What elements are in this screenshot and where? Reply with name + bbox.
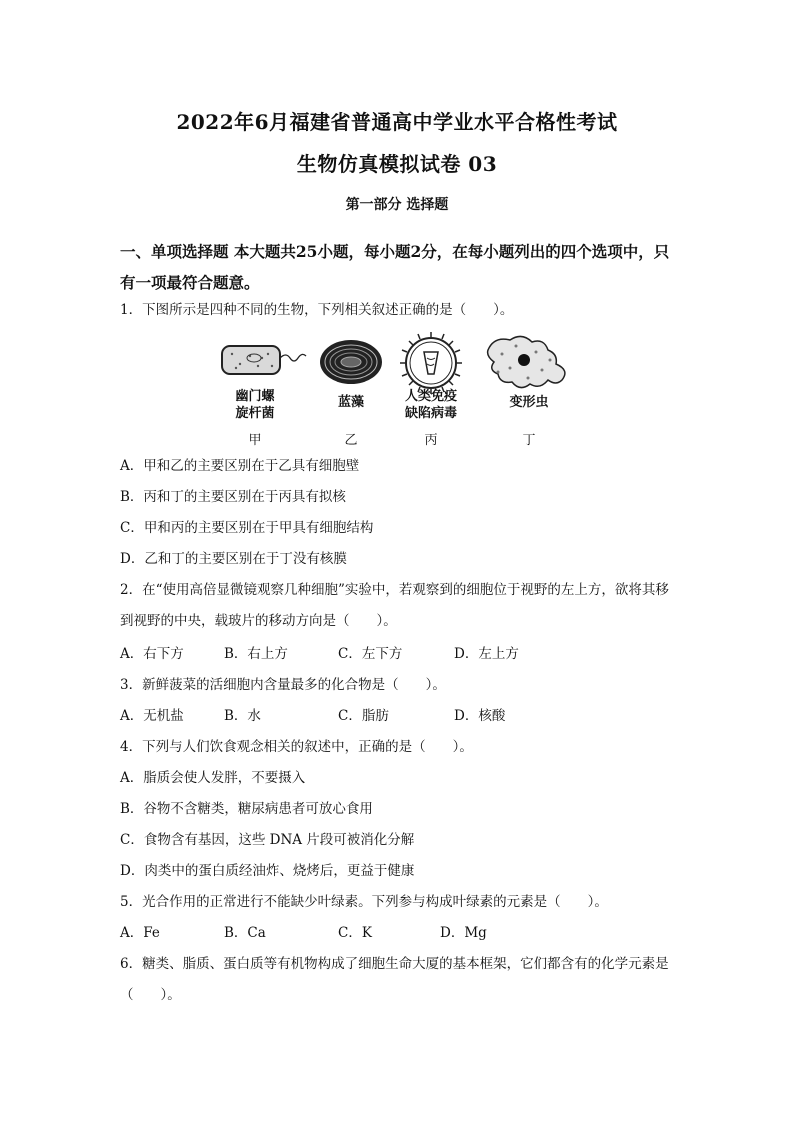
question-6-stem: 6．糖类、脂质、蛋白质等有机物构成了细胞生命大厦的基本框架，它们都含有的化学元素是（ ）。 [120, 956, 669, 1003]
label-hiv: 人类免疫 缺陷病毒 [404, 389, 457, 421]
organism-figure [210, 330, 590, 450]
amoeba-icon [480, 332, 576, 394]
hiv-virus-icon [398, 330, 464, 396]
q5-option-c: C．K [338, 925, 372, 941]
question-3-stem: 3．新鲜菠菜的活细胞内含量最多的化合物是（ ）。 [120, 677, 446, 693]
q1-option-c: C．甲和丙的主要区别在于甲具有细胞结构 [120, 520, 374, 536]
exam-title: 2022年6月福建省普通高中学业水平合格性考试 [176, 110, 618, 134]
question-2-stem: 2．在“使用高倍显微镜观察几种细胞”实验中，若观察到的细胞位于视野的左上方，欲将其移到视野的中央，载玻片的移动方向是（ ）。 [120, 582, 669, 629]
q4-option-a: A．脂质会使人发胖，不要摄入 [120, 770, 306, 786]
q2-option-a: A．右下方 [120, 646, 184, 662]
q2-option-c: C．左下方 [338, 646, 403, 662]
q3-option-c: C．脂肪 [338, 708, 389, 724]
q3-option-b: B．水 [224, 708, 261, 724]
q2-option-b: B．右上方 [224, 646, 288, 662]
section-instructions: 一、单项选择题 本大题共25小题，每小题2分，在每小题列出的四个选项中，只有一项最符合题意。 [120, 242, 670, 292]
label-amoeba: 变形虫 [509, 395, 549, 410]
q4-option-d: D．肉类中的蛋白质经油炸、烧烤后，更益于健康 [120, 863, 415, 879]
letter-ding: 丁 [522, 433, 536, 448]
question-5-stem: 5．光合作用的正常进行不能缺少叶绿素。下列参与构成叶绿素的元素是（ ）。 [120, 894, 608, 910]
q4-option-b: B．谷物不含糖类，糖尿病患者可放心食用 [120, 801, 373, 817]
q5-option-a: A．Fe [120, 925, 160, 941]
part-heading: 第一部分 选择题 [345, 197, 449, 213]
q5-option-b: B．Ca [224, 925, 266, 941]
question-1-stem: 1．下图所示是四种不同的生物，下列相关叙述正确的是（ ）。 [120, 302, 514, 318]
q4-option-c: C．食物含有基因，这些 DNA 片段可被消化分解 [120, 832, 415, 848]
cyanobacteria-icon [318, 338, 384, 388]
q1-option-a: A．甲和乙的主要区别在于乙具有细胞壁 [120, 458, 360, 474]
label-helicobacter: 幽门螺 旋杆菌 [235, 389, 275, 421]
question-4-stem: 4．下列与人们饮食观念相关的叙述中，正确的是（ ）。 [120, 739, 473, 755]
q3-option-a: A．无机盐 [120, 708, 184, 724]
q5-option-d: D．Mg [440, 925, 487, 941]
letter-yi: 乙 [344, 433, 358, 448]
exam-subtitle: 生物仿真模拟试卷 03 [296, 152, 498, 176]
q1-option-d: D．乙和丁的主要区别在于丁没有核膜 [120, 551, 347, 567]
bacterium-icon [210, 342, 310, 386]
q2-option-d: D．左上方 [454, 646, 519, 662]
q3-option-d: D．核酸 [454, 708, 506, 724]
letter-jia: 甲 [248, 433, 262, 448]
q1-option-b: B．丙和丁的主要区别在于丙具有拟核 [120, 489, 346, 505]
letter-bing: 丙 [424, 433, 438, 448]
label-cyanobacteria: 蓝藻 [337, 395, 364, 410]
